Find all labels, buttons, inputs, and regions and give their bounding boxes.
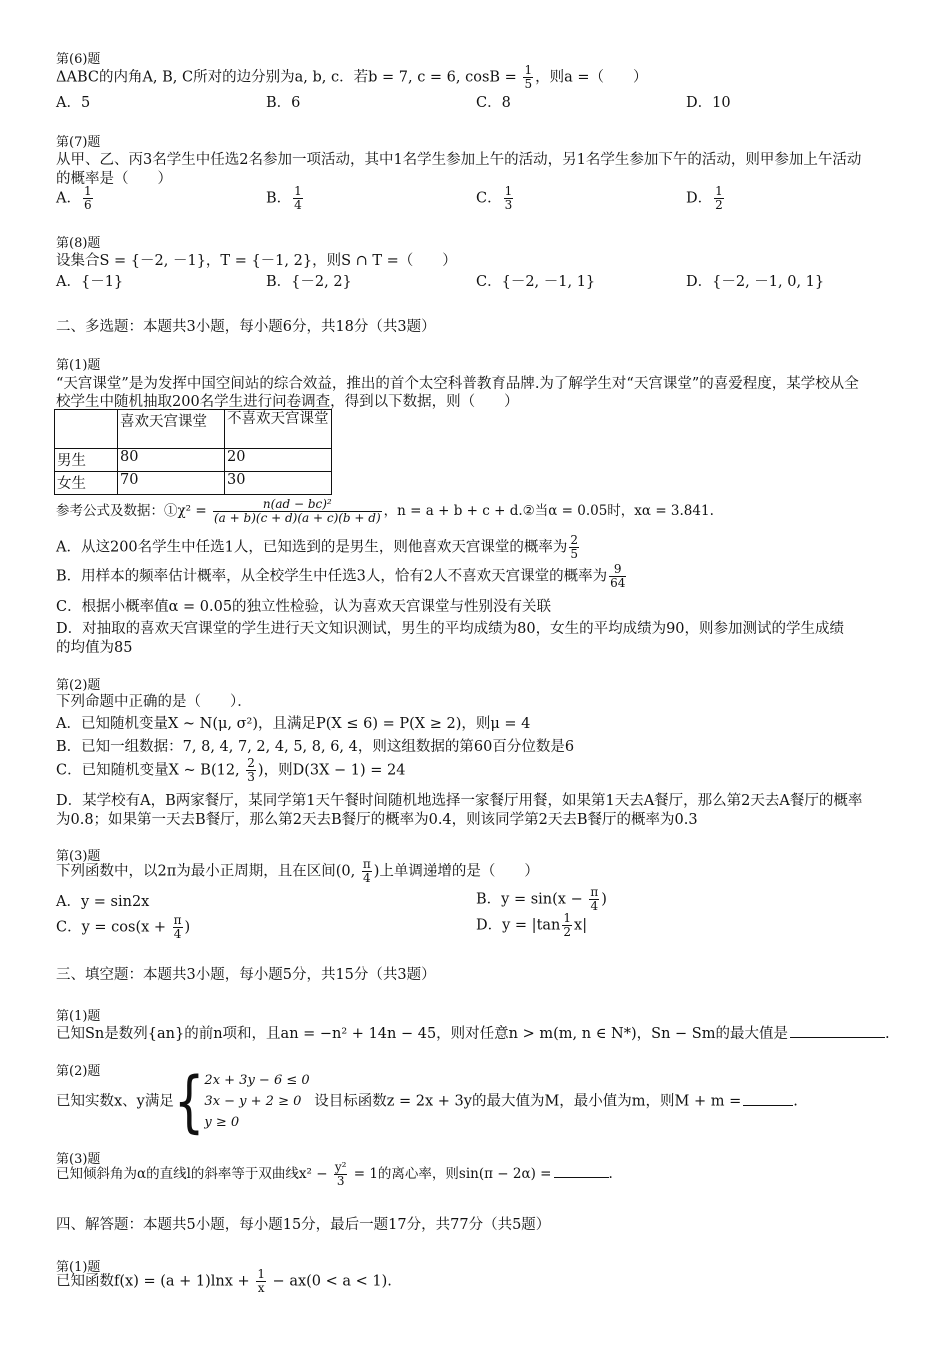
fraction	[362, 858, 372, 885]
constraint-system	[204, 1070, 309, 1133]
fraction	[714, 185, 724, 212]
question-stem-line: 校学生中随机抽取200名学生进行问卷调查，得到以下数据，则（ ）	[56, 394, 519, 410]
fraction-denominator: 2	[563, 925, 572, 939]
question-label: 第(8)题	[56, 236, 101, 251]
question-label: 第(1)题	[56, 1260, 101, 1275]
option-text: A．从这200名学生中任选1人，已知选到的是男生，则他喜欢天宫课堂的概率为	[56, 539, 568, 556]
stem-text: 已知实数x、y满足	[56, 1093, 174, 1110]
stem-text: ΔABC的内角A, B, C所对的边分别为a, b, c．若b = 7, c = 6, cosB =	[56, 69, 522, 86]
fraction-denominator: 6	[83, 198, 92, 212]
option-text: )，则D(3X − 1) = 24	[257, 762, 406, 779]
stem-text: 已知函数f(x) = (a + 1)lnx +	[56, 1273, 255, 1290]
fraction-denominator: (a + b)(c + d)(a + c)(b + d)	[214, 511, 381, 525]
fraction-numerator: 1	[257, 1267, 265, 1281]
option-d-continued[interactable]: 为0.8；如果第一天去B餐厅，那么第2天去B餐厅的概率为0.4，则该同学第2天去B餐厅的概率为0.3	[56, 812, 698, 828]
question-stem	[56, 1022, 890, 1043]
fraction-denominator: 5	[570, 547, 579, 561]
option-c[interactable]	[56, 757, 405, 784]
fraction-numerator: y²	[334, 1160, 347, 1174]
fraction	[609, 563, 626, 590]
fraction	[562, 912, 572, 939]
option-c[interactable]: C．根据小概率值α = 0.05的独立性检验，认为喜欢天宫课堂与性别没有关联	[56, 599, 552, 615]
option-d[interactable]: D．对抽取的喜欢天宫课堂的学生进行天文知识测试，男生的平均成绩为80，女生的平均成绩为90，则参加测试的学生成绩	[56, 621, 845, 637]
option-text: B．y = sin(x −	[476, 891, 588, 908]
fraction-denominator: 4	[294, 198, 302, 212]
answer-blank[interactable]	[790, 1025, 885, 1038]
reference-formula	[56, 498, 714, 525]
fraction-numerator: π	[362, 857, 371, 871]
option-text: B．用样本的频率估计概率，从全校学生中任选3人，恰有2人不喜欢天宫课堂的概率为	[56, 568, 608, 585]
option-a[interactable]	[56, 534, 581, 561]
fraction-numerator: n(ad − bc)²	[213, 498, 382, 512]
table-row	[55, 472, 332, 495]
section-title: 三、填空题：本题共3小题，每小题5分，共15分（共3题）	[56, 967, 436, 983]
question-stem	[56, 1268, 392, 1295]
fraction-numerator: 1	[563, 911, 572, 925]
option-d[interactable]	[686, 185, 726, 212]
fraction-denominator: x	[257, 1281, 265, 1295]
option-a[interactable]: A．y = sin2x	[56, 894, 150, 910]
stem-text: − ax(0 < a < 1).	[267, 1273, 392, 1290]
table-cell: 80	[118, 449, 225, 472]
question-stem	[56, 1161, 613, 1188]
option-b[interactable]	[56, 563, 628, 590]
fraction	[246, 757, 256, 784]
option-d[interactable]: D．某学校有A，B两家餐厅，某同学第1天午餐时间随机地选择一家餐厅用餐，如果第1天去A餐厅，那么第2天去A餐厅的概率	[56, 793, 863, 809]
stem-text: .	[793, 1093, 798, 1110]
stem-text: .	[884, 1026, 890, 1042]
option-a[interactable]: A．已知随机变量X ~ N(μ, σ²)，且满足P(X ≤ 6) = P(X ≥ 2)，则μ = 4	[56, 716, 531, 732]
stem-text: 已知Sn是数列{an}的前n项和，且an = −n² + 14n − 45，则对任意n > m(m, n ∈ N*)，Sn − Sm的最大值是	[56, 1026, 788, 1042]
fraction-denominator: 4	[590, 899, 599, 913]
table-cell: 男生	[55, 449, 118, 472]
question-stem-line: 的概率是（ ）	[56, 171, 172, 187]
question-label: 第(3)题	[56, 849, 101, 864]
fraction	[334, 1161, 348, 1188]
fraction-numerator: 2	[570, 533, 579, 547]
fraction-numerator: 1	[294, 184, 302, 198]
option-text: )	[184, 919, 191, 936]
question-stem	[56, 64, 648, 91]
table-header-row	[55, 410, 332, 449]
question-stem	[56, 1062, 798, 1141]
option-c[interactable]	[476, 185, 515, 212]
stem-text: )上单调递增的是（ ）	[373, 863, 539, 880]
constraint: y ≥ 0	[204, 1115, 240, 1130]
fraction	[173, 914, 183, 941]
fraction	[523, 64, 533, 91]
answer-blank[interactable]	[554, 1165, 609, 1178]
question-label: 第(2)题	[56, 678, 101, 693]
option-c[interactable]: C．8	[476, 95, 511, 111]
option-prefix: A．	[56, 190, 81, 207]
fraction-numerator: 1	[83, 184, 92, 198]
fraction-numerator: π	[590, 885, 599, 899]
option-d[interactable]	[476, 912, 587, 939]
question-stem: 设集合S = {－2, －1}，T = {－1, 2}，则S ∩ T =（ ）	[56, 253, 457, 269]
table-cell: 女生	[55, 472, 118, 495]
fraction-denominator: 4	[173, 927, 182, 941]
option-b[interactable]: B．已知一组数据：7, 8, 4, 7, 2, 4, 5, 8, 6, 4，则这组数据的第60百分位数是6	[56, 739, 575, 755]
option-a[interactable]	[56, 185, 95, 212]
stem-text: = 1的离心率，则sin(π − 2α) =	[349, 1166, 552, 1182]
fraction	[589, 886, 599, 913]
stem-text: 已知倾斜角为α的直线l的斜率等于双曲线x² −	[56, 1166, 332, 1182]
question-stem	[56, 858, 539, 885]
section-title: 四、解答题：本题共5小题，每小题15分，最后一题17分，共77分（共5题）	[56, 1217, 551, 1233]
constraint: 2x + 3y − 6 ≤ 0	[204, 1073, 310, 1088]
option-text: )	[601, 891, 607, 908]
fraction-denominator: 4	[362, 871, 371, 885]
option-b[interactable]	[476, 886, 607, 913]
question-stem: 下列命题中正确的是（ ）．	[56, 694, 252, 710]
question-label: 第(1)题	[56, 1009, 101, 1024]
option-b[interactable]: B．6	[266, 95, 301, 111]
stem-text: .	[608, 1166, 613, 1182]
stem-text: 设目标函数z = 2x + 3y的最大值为M，最小值为m，则M + m =	[314, 1093, 742, 1110]
fraction-denominator: 3	[504, 198, 513, 212]
option-a[interactable]: A．5	[56, 95, 91, 111]
fraction	[213, 498, 382, 525]
question-label: 第(6)题	[56, 52, 101, 67]
stem-text: 下列函数中，以2π为最小正周期，且在区间(0,	[56, 863, 360, 880]
option-text: C．y = cos(x +	[56, 919, 171, 936]
fraction-numerator: 1	[524, 63, 533, 77]
table-cell	[55, 410, 118, 449]
fraction	[569, 534, 579, 561]
fraction	[83, 185, 93, 212]
option-c[interactable]: C．{－2, －1, 1}	[476, 274, 596, 290]
fraction-numerator: 2	[247, 756, 255, 770]
table-cell: 20	[225, 449, 332, 472]
fraction-denominator: 3	[247, 770, 255, 784]
question-stem-line: 从甲、乙、丙3名学生中任选2名参加一项活动，其中1名学生参加上午的活动，另1名学生参加下午的活动，则甲参加上午活动	[56, 152, 862, 168]
option-b[interactable]	[266, 185, 305, 212]
option-d-continued[interactable]: 的均值为85	[56, 640, 133, 656]
option-a[interactable]: A．{－1}	[56, 274, 124, 290]
fraction-denominator: 5	[524, 77, 533, 91]
option-c[interactable]	[56, 914, 190, 941]
fraction-denominator: 3	[336, 1174, 345, 1188]
option-text: C．已知随机变量X ~ B(12,	[56, 762, 245, 779]
option-d[interactable]: D．10	[686, 95, 731, 111]
question-label: 第(7)题	[56, 135, 101, 150]
option-text: x|	[574, 917, 588, 934]
fraction	[293, 185, 303, 212]
answer-blank[interactable]	[743, 1093, 793, 1106]
table-header: 不喜欢天宫课堂	[225, 410, 332, 449]
option-prefix: B．	[266, 190, 292, 207]
table-cell: 70	[118, 472, 225, 495]
question-label: 第(2)题	[56, 1064, 101, 1079]
fraction-numerator: 1	[504, 184, 513, 198]
question-stem-line: “天宫课堂”是为发挥中国空间站的综合效益，推出的首个太空科普教育品牌.为了解学生对“天宫课堂”的喜爱程度，某学校从全	[56, 376, 859, 392]
fraction-denominator: 2	[715, 198, 723, 212]
question-label: 第(3)题	[56, 1152, 101, 1167]
fraction-denominator: 64	[610, 576, 626, 590]
option-d[interactable]: D．{－2, －1, 0, 1}	[686, 274, 825, 290]
table-header: 喜欢天宫课堂	[118, 410, 225, 449]
table-cell: 30	[225, 472, 332, 495]
table-row	[55, 449, 332, 472]
stem-text: ，则a =（ ）	[535, 69, 648, 86]
option-text: D．y = |tan	[476, 917, 561, 934]
survey-table	[54, 409, 332, 495]
constraint: 3x − y + 2 ≥ 0	[204, 1094, 302, 1109]
option-prefix: C．	[476, 190, 502, 207]
option-prefix: D．	[686, 190, 713, 207]
section-title: 二、多选题：本题共3小题，每小题6分，共18分（共3题）	[56, 319, 436, 335]
fraction	[504, 185, 514, 212]
formula-text: 参考公式及数据：①χ² =	[56, 503, 211, 519]
fraction-numerator: 9	[609, 563, 626, 577]
question-label: 第(1)题	[56, 358, 101, 373]
fraction	[256, 1268, 266, 1295]
option-b[interactable]: B．{－2, 2}	[266, 274, 352, 290]
formula-text: ，n = a + b + c + d.②当α = 0.05时，xα = 3.841.	[383, 503, 714, 519]
fraction-numerator: π	[173, 913, 182, 927]
fraction-numerator: 1	[715, 184, 723, 198]
brace-glyph: {	[173, 1062, 205, 1141]
